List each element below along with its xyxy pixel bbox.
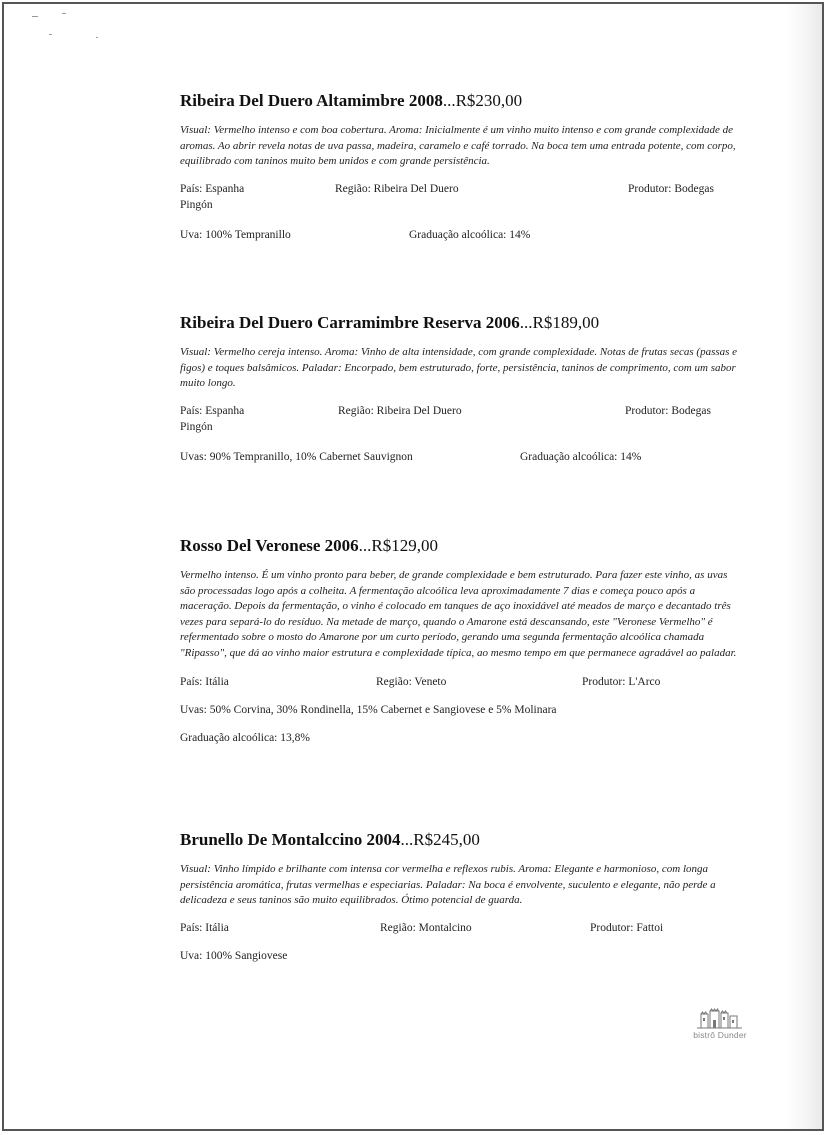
wine-grape: Uva: 100% Tempranillo [180,228,291,241]
wine-entry [180,91,740,245]
wine-price: ...R$189,00 [519,313,600,332]
wine-title [180,536,740,556]
wine-alcohol: Graduação alcoólica: 14% [409,228,531,241]
wine-grape: Uva: 100% Sangiovese [180,949,288,962]
wine-grape-row [180,704,740,720]
wine-country: País: Espanha [180,182,245,195]
wine-producer: Produtor: Bodegas [628,182,714,195]
wine-name: Ribeira Del Duero Altamimbre 2008 [180,91,443,110]
castle-logo-icon [687,1008,753,1032]
wine-origin-row [180,405,740,421]
wine-region: Região: Ribeira Del Duero [335,182,459,195]
wine-origin-row [180,676,740,692]
bistro-logo [687,1008,753,1046]
wine-title [180,313,740,333]
wine-entry [180,536,740,748]
wine-description: Visual: Vermelho cereja intenso. Aroma: Vinho de alta intensidade, com grande complexidade. Notas de frutas secas (passas e figos) e toques balsâmicos. Paladar: Encorpado, bem estruturado, forte, persistência, taninos de comprimento, com um sabor muito longo. [180,346,738,390]
wine-producer-cont-row [180,421,740,437]
wine-alcohol-row [180,732,740,748]
wine-grape-row [180,451,740,467]
page-fold-shadow [786,4,822,1129]
wine-region: Região: Ribeira Del Duero [338,404,462,417]
wine-country: País: Itália [180,921,229,934]
wine-grape: Uvas: 90% Tempranillo, 10% Cabernet Sauvignon [180,450,413,463]
wine-producer-cont-row [180,199,740,215]
wine-entry [180,830,740,966]
wine-region: Região: Veneto [376,675,447,688]
wine-grape-row [180,229,740,245]
wine-alcohol: Graduação alcoólica: 14% [520,450,642,463]
wine-description: Vermelho intenso. É um vinho pronto para beber, de grande complexidade e bem estruturado. Para fazer este vinho, as uvas são processadas logo após a colheita. A fermentação alcoólica leva aproximadamente 7 dias e começa pouco após a maceração. Depois da fermentação, o vinho é colocado em tanques de aço inoxidável até meados de março e decantado três vezes para separá-lo do resíduo. Na metade de março, quando o Amarone está descansando, este "Veronese Vermelho" é refermentado sobre o mosto do Amarone por um curto período, gerando uma segunda fermentação alcoólica chamada "Ripasso", que dá ao vinho maior estrutura e complexidade típica, ao mesmo tempo em que permanece agradável ao paladar. [180,569,737,659]
wine-price: ...R$129,00 [358,536,439,555]
wine-name: Brunello De Montalccino 2004 [180,830,401,849]
wine-producer: Produtor: Fattoi [590,921,664,934]
wine-alcohol: Graduação alcoólica: 13,8% [180,731,310,744]
wine-title [180,830,740,850]
wine-entry [180,313,740,467]
wine-origin-row [180,922,740,938]
wine-producer: Produtor: Bodegas [625,404,711,417]
wine-name: Ribeira Del Duero Carramimbre Reserva 2006 [180,313,520,332]
wine-price: ...R$230,00 [442,91,523,110]
logo-text: bistrô Dunder [693,1030,747,1040]
wine-producer-cont: Pingón [180,420,213,433]
wine-name: Rosso Del Veronese 2006 [180,536,359,555]
wine-producer: Produtor: L'Arco [582,675,661,688]
wine-grape: Uvas: 50% Corvina, 30% Rondinella, 15% Cabernet e Sangiovese e 5% Molinara [180,703,557,716]
wine-grape-row [180,950,740,966]
wine-description: Visual: Vinho límpido e brilhante com intensa cor vermelha e reflexos rubis. Aroma: Elegante e harmonioso, com longa persistência aromática, frutas vermelhas e especiarias. Paladar: Na boca é envolvente, suculento e elegante, não perde a delicadeza e seus taninos são muito equilibrados. Ótimo potencial de guarda. [180,863,716,907]
wine-description: Visual: Vermelho intenso e com boa cobertura. Aroma: Inicialmente é um vinho muito intenso e com grande complexidade de aromas. Ao abrir revela notas de uva passa, madeira, caramelo e café torrado. Na boca tem uma entrada potente, com corpo, equilibrado com taninos muito bem unidos e com grande persistência. [180,124,736,168]
wine-price: ...R$245,00 [400,830,480,849]
wine-country: País: Itália [180,675,229,688]
wine-producer-cont: Pingón [180,198,213,211]
wine-region: Região: Montalcino [380,921,472,934]
wine-origin-row [180,183,740,199]
wine-title [180,91,740,111]
wine-country: País: Espanha [180,404,245,417]
